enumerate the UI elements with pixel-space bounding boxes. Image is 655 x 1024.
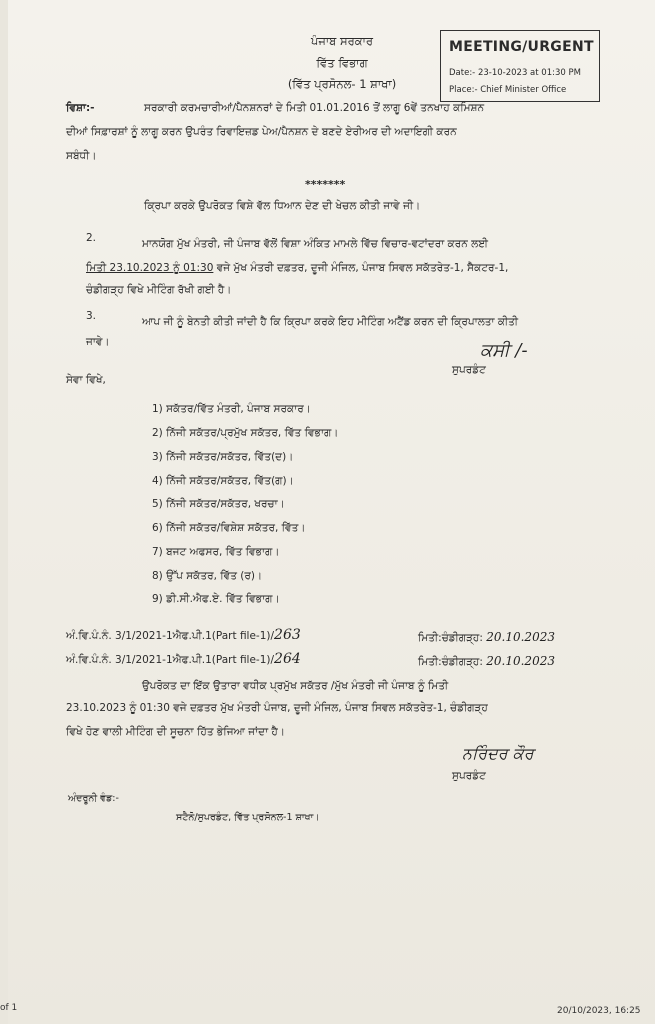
endorsement-1-number: 263 — [274, 627, 301, 643]
document-page — [8, 0, 655, 1024]
paragraph-3-line-1: ਆਪ ਜੀ ਨੂੰ ਬੇਨਤੀ ਕੀਤੀ ਜਾਂਦੀ ਹੈ ਕਿ ਕ੍ਰਿਪਾ ਕਰਕੇ ਇਹ ਮੀਟਿੰਗ ਅਟੈਂਡ ਕਰਨ ਦੀ ਕ੍ਰਿਪਾਲਤਾ ਕੀਤੀ — [142, 316, 519, 328]
paragraph-2-line-1: ਮਾਨਯੋਗ ਮੁੱਖ ਮੰਤਰੀ, ਜੀ ਪੰਜਾਬ ਵੱਲੋਂ ਵਿਸ਼ਾ ਅੰਕਿਤ ਮਾਮਲੇ ਵਿੱਚ ਵਿਚਾਰ-ਵਟਾਂਦਰਾ ਕਰਨ ਲਈ — [142, 238, 488, 250]
internal-distribution-label: ਅੰਦਰੂਨੀ ਵੰਡ:- — [68, 793, 119, 804]
signature-1: ਕਸੀ /- — [480, 340, 528, 361]
recipient-6: 6) ਨਿੱਜੀ ਸਕੱਤਰ/ਵਿਸ਼ੇਸ਼ ਸਕੱਤਰ, ਵਿੱਤ। — [152, 522, 306, 534]
stamp-place: Place:- Chief Minister Office — [449, 85, 567, 95]
recipient-9: 9) ਡੀ.ਸੀ.ਐਫ.ਏ. ਵਿੱਤ ਵਿਭਾਗ। — [152, 593, 280, 605]
page-count: of 1 — [0, 1003, 18, 1013]
endorsement-1-ref: ਅੰ.ਵਿ.ਪੰ.ਨੰ. 3/1/2021-1ਐਫ.ਪੀ.1(Part file-1)/ — [66, 630, 275, 642]
endorsement-1 — [66, 627, 301, 643]
signature-2: ਨਰਿੰਦਰ ਕੌਰ — [462, 744, 534, 763]
recipient-8: 8) ਉੱਪ ਸਕੱਤਰ, ਵਿੱਤ (ਰ)। — [152, 570, 263, 582]
endorsement-2-number: 264 — [274, 651, 301, 667]
paragraph-2-line-2: ਵਜੇ ਮੁੱਖ ਮੰਤਰੀ ਦਫ਼ਤਰ, ਦੂਜੀ ਮੰਜਿਲ, ਪੰਜਾਬ ਸਿਵਲ ਸਕੱਤਰੇਤ-1, ਸੈਕਟਰ-1, — [216, 262, 509, 274]
endorsement-1-date-block — [418, 630, 555, 645]
seva-label: ਸੇਵਾ ਵਿਖੇ, — [66, 374, 106, 386]
recipient-1: 1) ਸਕੱਤਰ/ਵਿੱਤ ਮੰਤਰੀ, ਪੰਜਾਬ ਸਰਕਾਰ। — [152, 403, 311, 415]
recipient-4: 4) ਨਿੱਜੀ ਸਕੱਤਰ/ਸਕੱਤਰ, ਵਿੱਤ(ਗ)। — [152, 475, 294, 487]
endorsement-2-ref: ਅੰ.ਵਿ.ਪੰ.ਨੰ. 3/1/2021-1ਐਫ.ਪੀ.1(Part file-1)/ — [66, 654, 275, 666]
separator: ******* — [305, 178, 346, 191]
paragraph-2-number: 2. — [86, 232, 97, 244]
endorsement-2-date-block — [418, 654, 555, 669]
meeting-urgent-stamp — [440, 30, 600, 102]
paragraph-4-line-2: 23.10.2023 ਨੂੰ 01:30 ਵਜੇ ਦਫ਼ਤਰ ਮੁੱਖ ਮੰਤਰੀ ਪੰਜਾਬ, ਦੂਜੀ ਮੰਜਿਲ, ਪੰਜਾਬ ਸਿਵਲ ਸਕੱਤਰੇਤ-1, ਚੰਡੀਗੜ੍ਹ — [66, 702, 488, 714]
endorsement-2 — [66, 651, 301, 667]
signature-2-designation: ਸੁਪਰਡੰਟ — [452, 770, 486, 782]
endorsement-1-date-label: ਮਿਤੀ:ਚੰਡੀਗੜ੍ਹ: — [418, 632, 483, 644]
recipient-2: 2) ਨਿੱਜੀ ਸਕੱਤਰ/ਪ੍ਰਮੁੱਖ ਸਕੱਤਰ, ਵਿੱਤ ਵਿਭਾਗ। — [152, 427, 339, 439]
header-government: ਪੰਜਾਬ ਸਰਕਾਰ — [310, 34, 374, 48]
header-department: ਵਿੱਤ ਵਿਭਾਗ — [316, 56, 368, 70]
internal-distribution-line: ਸਟੈਨੋ/ਸੁਪਰਡੰਟ, ਵਿੱਤ ਪ੍ਰਸੋਨਲ-1 ਸ਼ਾਖਾ। — [176, 812, 320, 823]
endorsement-2-date-label: ਮਿਤੀ:ਚੰਡੀਗੜ੍ਹ: — [418, 656, 483, 668]
print-timestamp: 20/10/2023, 16:25 — [557, 1006, 641, 1016]
recipient-7: 7) ਬਜਟ ਅਫਸਰ, ਵਿੱਤ ਵਿਭਾਗ। — [152, 546, 280, 558]
stamp-title: MEETING/URGENT — [449, 39, 594, 55]
paragraph-4-line-3: ਵਿਖੇ ਹੋਣ ਵਾਲੀ ਮੀਟਿੰਗ ਦੀ ਸੂਚਨਾ ਹਿੱਤ ਭੇਜਿਆ ਜਾਂਦਾ ਹੈ। — [66, 726, 285, 738]
paragraph-3-number: 3. — [86, 310, 97, 322]
subject-label: ਵਿਸ਼ਾ:- — [66, 102, 95, 114]
stamp-date: Date:- 23-10-2023 at 01:30 PM — [449, 68, 581, 78]
endorsement-1-date: 20.10.2023 — [486, 630, 555, 644]
subject-line-1: ਸਰਕਾਰੀ ਕਰਮਚਾਰੀਆਂ/ਪੈਨਸ਼ਨਰਾਂ ਦੇ ਮਿਤੀ 01.01.2016 ਤੋਂ ਲਾਗੂ 6ਵੇਂ ਤਨਖਾਹ ਕਮਿਸ਼ਨ — [144, 102, 485, 114]
paragraph-1: ਕ੍ਰਿਪਾ ਕਰਕੇ ਉਪਰੋਕਤ ਵਿਸ਼ੇ ਵੱਲ ਧਿਆਨ ਦੇਣ ਦੀ ਖੇਚਲ ਕੀਤੀ ਜਾਵੇ ਜੀ। — [144, 200, 421, 212]
recipient-5: 5) ਨਿੱਜੀ ਸਕੱਤਰ/ਸਕੱਤਰ, ਖਰਚਾ। — [152, 498, 285, 510]
paragraph-3-line-2: ਜਾਵੇ। — [86, 336, 110, 348]
meeting-datetime: ਮਿਤੀ 23.10.2023 ਨੂੰ 01:30 — [86, 262, 214, 274]
subject-line-2: ਦੀਆਂ ਸਿਫ਼ਾਰਸ਼ਾਂ ਨੂੰ ਲਾਗੂ ਕਰਨ ਉਪਰੰਤ ਰਿਵਾਇਜ਼ਡ ਪੇਅ/ਪੈਨਸ਼ਨ ਦੇ ਬਣਦੇ ਏਰੀਅਰ ਦੀ ਅਦਾਇਗੀ ਕਰਨ — [66, 126, 457, 138]
paragraph-4-line-1: ਉਪਰੋਕਤ ਦਾ ਇੱਕ ਉਤਾਰਾ ਵਧੀਕ ਪ੍ਰਮੁੱਖ ਸਕੱਤਰ /ਮੁੱਖ ਮੰਤਰੀ ਜੀ ਪੰਜਾਬ ਨੂੰ ਮਿਤੀ — [142, 680, 449, 692]
endorsement-2-date: 20.10.2023 — [486, 654, 555, 668]
paragraph-2-line-3: ਚੰਡੀਗੜ੍ਹ ਵਿਖੇ ਮੀਟਿੰਗ ਰੱਖੀ ਗਈ ਹੈ। — [86, 284, 232, 296]
header-branch: (ਵਿੱਤ ਪ੍ਰਸੋਨਲ- 1 ਸ਼ਾਖਾ) — [287, 77, 397, 91]
signature-1-designation: ਸੁਪਰਡੰਟ — [452, 364, 486, 376]
subject-line-3: ਸਬੰਧੀ। — [66, 150, 97, 162]
recipient-3: 3) ਨਿੱਜੀ ਸਕੱਤਰ/ਸਕੱਤਰ, ਵਿੱਤ(ਦ)। — [152, 451, 294, 463]
